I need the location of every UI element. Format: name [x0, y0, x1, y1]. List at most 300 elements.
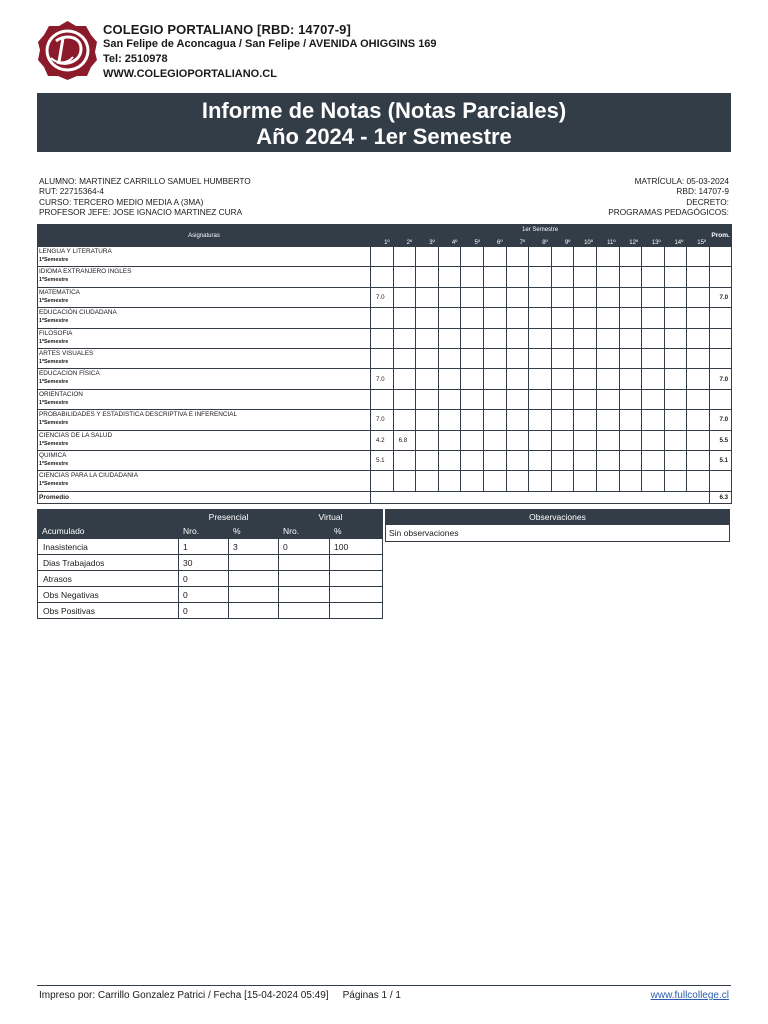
grade-cell: 6.8 — [393, 430, 416, 450]
semester-label: 1ºSemestre — [39, 420, 69, 427]
attendance-value — [229, 555, 279, 571]
student-name: ALUMNO: MARTINEZ CARRILLO SAMUEL HUMBERTO — [39, 176, 251, 186]
grade-cell — [574, 410, 597, 430]
grade-cell — [619, 348, 642, 368]
subject-average: 5.5 — [710, 430, 732, 450]
semester-label: 1ºSemestre — [39, 277, 69, 284]
grade-cell — [619, 369, 642, 389]
subject-cell — [38, 287, 371, 307]
subject-row — [38, 247, 732, 267]
subject-cell — [38, 471, 371, 491]
grade-cell — [574, 348, 597, 368]
grade-cell — [596, 348, 619, 368]
grade-column-header: 2º — [393, 236, 416, 247]
virtual-pct-header: % — [330, 524, 383, 539]
subject-cell — [38, 247, 371, 267]
grade-cell — [393, 450, 416, 470]
grade-cell — [664, 410, 687, 430]
grade-cell — [371, 267, 394, 287]
grade-cell — [619, 287, 642, 307]
grade-cell — [393, 308, 416, 328]
grade-cell — [642, 308, 665, 328]
grade-cell — [642, 348, 665, 368]
subject-row — [38, 348, 732, 368]
grade-cell — [529, 287, 552, 307]
grade-column-header: 6º — [483, 236, 506, 247]
grade-cell — [416, 267, 439, 287]
grade-cell — [642, 287, 665, 307]
grade-column-header: 12º — [619, 236, 642, 247]
subject-name: QUIMICA — [39, 451, 67, 459]
attendance-value — [330, 587, 383, 603]
subject-row — [38, 450, 732, 470]
decree: DECRETO: — [686, 196, 729, 207]
subject-row — [38, 471, 732, 491]
attendance-row — [38, 555, 383, 571]
page-count: Páginas 1 / 1 — [342, 990, 401, 1001]
subject-row — [38, 287, 732, 307]
grade-cell — [574, 471, 597, 491]
semester-label: 1ºSemestre — [39, 297, 69, 304]
grade-cell — [416, 430, 439, 450]
grade-cell — [642, 471, 665, 491]
attendance-row — [38, 539, 383, 555]
attendance-value — [279, 555, 330, 571]
grade-cell — [619, 471, 642, 491]
grade-cell — [551, 247, 574, 267]
grade-cell — [483, 410, 506, 430]
grade-cell — [438, 430, 461, 450]
grade-cell — [461, 471, 484, 491]
grade-column-header: 11º — [596, 236, 619, 247]
grade-cell — [664, 308, 687, 328]
grade-cell — [529, 430, 552, 450]
subject-average: 5.1 — [710, 450, 732, 470]
grade-cell — [483, 389, 506, 409]
subject-cell — [38, 369, 371, 389]
grade-cell — [596, 287, 619, 307]
subject-average — [710, 389, 732, 409]
grade-cell — [529, 267, 552, 287]
subject-name: FILOSOFIA — [39, 329, 73, 337]
presencial-header: Presencial — [179, 510, 279, 525]
attendance-label: Dias Trabajados — [38, 555, 179, 571]
attendance-row — [38, 571, 383, 587]
grade-column-header: 13º — [642, 236, 665, 247]
grade-cell: 7.0 — [371, 287, 394, 307]
subject-name: LENGUA Y LITERATURA — [39, 248, 112, 255]
grade-column-header: 7º — [506, 236, 529, 247]
grade-cell — [371, 247, 394, 267]
grade-cell — [461, 410, 484, 430]
grade-column-header: 4º — [438, 236, 461, 247]
subject-name: PROBABILIDADES Y ESTADISTICA DESCRIPTIVA E INFERENCIAL — [39, 411, 238, 419]
grade-cell — [483, 308, 506, 328]
semester-label: 1ºSemestre — [39, 399, 69, 406]
overall-average: 6.3 — [710, 491, 732, 503]
grade-cell — [596, 450, 619, 470]
grade-column-header: 8º — [529, 236, 552, 247]
school-phone: Tel: 2510978 — [103, 53, 168, 65]
head-teacher: PROFESOR JEFE: JOSE IGNACIO MARTINEZ CURA — [39, 206, 243, 217]
grade-cell — [438, 287, 461, 307]
grade-cell: 7.0 — [371, 410, 394, 430]
grade-cell — [619, 430, 642, 450]
grade-cell — [438, 247, 461, 267]
grade-cell — [664, 267, 687, 287]
attendance-value: 3 — [229, 539, 279, 555]
grade-cell — [461, 247, 484, 267]
grade-cell — [574, 450, 597, 470]
grade-cell — [483, 287, 506, 307]
grade-cell — [619, 267, 642, 287]
grade-cell — [551, 389, 574, 409]
grade-cell — [551, 430, 574, 450]
grade-cell — [529, 410, 552, 430]
attendance-value — [330, 571, 383, 587]
grade-cell — [438, 369, 461, 389]
subject-average — [710, 471, 732, 491]
student-info — [39, 176, 251, 217]
grade-column-header: 14º — [664, 236, 687, 247]
printed-by: Impreso por: Carrillo Gonzalez Patrici / Fecha [15-04-2024 05:49] — [39, 990, 329, 1001]
grade-cell — [642, 267, 665, 287]
grade-cell: 4.2 — [371, 430, 394, 450]
grade-cell — [574, 389, 597, 409]
grade-cell — [574, 267, 597, 287]
subject-row — [38, 369, 732, 389]
average-header: Prom. — [710, 225, 732, 247]
grade-cell — [371, 308, 394, 328]
grade-column-header: 1º — [371, 236, 394, 247]
attendance-label: Obs Negativas — [38, 587, 179, 603]
grade-cell — [574, 328, 597, 348]
subject-name: CIENCIAS DE LA SALUD — [39, 431, 113, 439]
grade-cell — [642, 389, 665, 409]
grade-cell — [687, 369, 710, 389]
virtual-nro-header: Nro. — [279, 524, 330, 539]
grade-cell — [687, 410, 710, 430]
grade-cell — [461, 369, 484, 389]
grade-cell — [574, 247, 597, 267]
grade-cell — [416, 389, 439, 409]
grade-cell — [506, 328, 529, 348]
subject-name: MATEMATICA — [39, 288, 80, 296]
grade-cell — [642, 410, 665, 430]
grade-cell — [393, 410, 416, 430]
subject-row — [38, 389, 732, 409]
grade-cell — [619, 247, 642, 267]
grade-cell — [483, 450, 506, 470]
semester-label: 1ºSemestre — [39, 338, 69, 345]
grade-cell — [438, 389, 461, 409]
grade-cell — [664, 471, 687, 491]
grade-cell — [529, 328, 552, 348]
student-rut: RUT: 22715364-4 — [39, 186, 105, 197]
grade-cell — [483, 247, 506, 267]
grade-cell — [551, 410, 574, 430]
semester-label: 1ºSemestre — [39, 379, 69, 386]
grade-cell — [687, 287, 710, 307]
subject-name: IDIOMA EXTRANJERO INGLES — [39, 268, 132, 276]
grade-cell — [438, 450, 461, 470]
grade-cell — [574, 308, 597, 328]
attendance-value: 30 — [179, 555, 229, 571]
attendance-value — [330, 603, 383, 619]
subject-cell — [38, 450, 371, 470]
grade-cell — [619, 308, 642, 328]
grade-cell — [393, 287, 416, 307]
average-spacer — [371, 491, 710, 503]
subject-row — [38, 410, 732, 430]
grade-cell — [393, 369, 416, 389]
grade-cell — [642, 247, 665, 267]
subject-cell — [38, 308, 371, 328]
grade-cell — [371, 348, 394, 368]
report-title-banner — [37, 93, 731, 152]
grade-cell — [416, 410, 439, 430]
attendance-row — [38, 587, 383, 603]
grade-cell — [642, 328, 665, 348]
grade-cell — [506, 389, 529, 409]
attendance-value: 0 — [179, 571, 229, 587]
grade-cell — [371, 328, 394, 348]
grade-cell — [551, 348, 574, 368]
grade-cell — [461, 430, 484, 450]
attendance-value — [229, 571, 279, 587]
attendance-value — [330, 555, 383, 571]
attendance-value — [279, 603, 330, 619]
grade-cell — [619, 450, 642, 470]
grade-cell — [529, 308, 552, 328]
subjects-header: Asignaturas — [38, 225, 371, 247]
semester-label: 1ºSemestre — [39, 460, 69, 467]
grade-cell — [574, 430, 597, 450]
grade-cell — [416, 369, 439, 389]
footer-info — [39, 990, 401, 1001]
subject-cell — [38, 430, 371, 450]
grade-cell — [416, 247, 439, 267]
grade-cell — [574, 369, 597, 389]
pedagogical-programs: PROGRAMAS PEDAGÓGICOS: — [608, 206, 729, 217]
attendance-value — [229, 603, 279, 619]
grade-cell — [506, 267, 529, 287]
grade-cell — [438, 471, 461, 491]
attendance-label: Atrasos — [38, 571, 179, 587]
grade-cell — [619, 389, 642, 409]
enrollment-date: MATRÍCULA: 05-03-2024 — [634, 176, 729, 186]
grade-cell — [551, 287, 574, 307]
grades-table — [37, 224, 732, 504]
grade-cell — [416, 287, 439, 307]
grade-cell — [483, 267, 506, 287]
grade-cell — [687, 450, 710, 470]
subject-row — [38, 267, 732, 287]
grade-cell — [551, 471, 574, 491]
grade-cell — [529, 247, 552, 267]
subject-average — [710, 348, 732, 368]
school-info — [103, 22, 437, 82]
grade-cell — [438, 410, 461, 430]
grade-cell — [438, 348, 461, 368]
grade-cell — [506, 430, 529, 450]
grade-cell — [529, 471, 552, 491]
accumulated-header: Acumulado — [38, 524, 179, 539]
grade-cell — [596, 247, 619, 267]
subject-cell — [38, 348, 371, 368]
student-course: CURSO: TERCERO MEDIO MEDIA A (3MA) — [39, 196, 204, 207]
attendance-value — [279, 571, 330, 587]
grade-cell — [393, 247, 416, 267]
attendance-row — [38, 603, 383, 619]
grade-cell — [506, 450, 529, 470]
grade-cell — [506, 308, 529, 328]
grade-cell: 5.1 — [371, 450, 394, 470]
attendance-label: Inasistencia — [38, 539, 179, 555]
observations-text: Sin observaciones — [386, 524, 730, 541]
semester-label: 1ºSemestre — [39, 440, 69, 447]
grade-cell — [438, 328, 461, 348]
grade-cell — [461, 287, 484, 307]
subject-row — [38, 430, 732, 450]
average-label: Promedio — [38, 491, 371, 503]
grade-cell — [416, 308, 439, 328]
subject-name: ARTES VISUALES — [39, 349, 94, 357]
grade-cell — [596, 308, 619, 328]
subject-average — [710, 328, 732, 348]
grade-cell — [642, 430, 665, 450]
grade-cell — [687, 328, 710, 348]
grade-cell — [461, 308, 484, 328]
rbd: RBD: 14707-9 — [676, 186, 729, 197]
website-link[interactable]: www.fullcollege.cl — [650, 990, 729, 1001]
grade-cell — [371, 471, 394, 491]
grade-cell — [393, 348, 416, 368]
grade-cell — [529, 348, 552, 368]
observations-table — [385, 509, 730, 542]
grade-cell — [529, 369, 552, 389]
grade-cell — [619, 410, 642, 430]
school-address: San Felipe de Aconcagua / San Felipe / AVENIDA OHIGGINS 169 — [103, 38, 437, 50]
grade-cell — [483, 348, 506, 368]
grade-cell — [664, 247, 687, 267]
grade-cell — [596, 369, 619, 389]
grade-column-header: 3º — [416, 236, 439, 247]
grade-cell — [416, 348, 439, 368]
grade-cell — [687, 471, 710, 491]
grade-cell — [461, 267, 484, 287]
attendance-value: 0 — [179, 603, 229, 619]
grade-column-header: 9º — [551, 236, 574, 247]
grade-cell — [483, 328, 506, 348]
subject-average: 7.0 — [710, 287, 732, 307]
grade-cell — [596, 430, 619, 450]
grade-cell — [551, 369, 574, 389]
grade-cell — [506, 410, 529, 430]
grade-cell — [506, 247, 529, 267]
grade-cell — [596, 410, 619, 430]
grade-column-header: 5º — [461, 236, 484, 247]
subject-average: 7.0 — [710, 410, 732, 430]
attendance-label: Obs Positivas — [38, 603, 179, 619]
grade-cell — [438, 267, 461, 287]
subject-name: ORIENTACION — [39, 390, 83, 398]
grade-cell — [461, 328, 484, 348]
grade-cell — [483, 430, 506, 450]
presencial-pct-header: % — [229, 524, 279, 539]
grade-cell — [393, 389, 416, 409]
grade-cell — [506, 348, 529, 368]
semester-label: 1ºSemestre — [39, 257, 69, 263]
grade-cell — [393, 471, 416, 491]
grade-cell — [664, 369, 687, 389]
grade-cell — [687, 267, 710, 287]
grade-cell: 7.0 — [371, 369, 394, 389]
grade-cell — [551, 308, 574, 328]
subject-cell — [38, 389, 371, 409]
grade-cell — [483, 471, 506, 491]
grade-cell — [596, 471, 619, 491]
report-subtitle: Año 2024 - 1er Semestre — [256, 124, 512, 149]
grade-cell — [687, 247, 710, 267]
grade-cell — [416, 450, 439, 470]
grade-cell — [506, 287, 529, 307]
grade-cell — [687, 389, 710, 409]
grade-cell — [461, 389, 484, 409]
attendance-value: 0 — [179, 587, 229, 603]
subject-name: CIENCIAS PARA LA CIUDADANIA — [39, 472, 138, 480]
school-website: WWW.COLEGIOPORTALIANO.CL — [103, 68, 277, 80]
grade-cell — [596, 267, 619, 287]
grade-cell — [438, 308, 461, 328]
semester-label: 1ºSemestre — [39, 358, 69, 365]
grade-cell — [461, 348, 484, 368]
grade-cell — [529, 389, 552, 409]
grade-cell — [393, 267, 416, 287]
grade-cell — [596, 389, 619, 409]
grade-cell — [574, 287, 597, 307]
grade-cell — [664, 287, 687, 307]
grade-cell — [664, 430, 687, 450]
grade-cell — [664, 389, 687, 409]
grade-column-header: 15º — [687, 236, 710, 247]
grade-cell — [664, 328, 687, 348]
grade-cell — [529, 450, 552, 470]
grade-cell — [416, 471, 439, 491]
grade-cell — [687, 430, 710, 450]
grade-cell — [551, 450, 574, 470]
attendance-value: 0 — [279, 539, 330, 555]
grade-cell — [551, 267, 574, 287]
subject-average — [710, 247, 732, 267]
attendance-value: 1 — [179, 539, 229, 555]
subject-row — [38, 328, 732, 348]
subject-average — [710, 308, 732, 328]
virtual-header: Virtual — [279, 510, 383, 525]
grade-cell — [642, 369, 665, 389]
grade-cell — [393, 328, 416, 348]
subject-cell — [38, 267, 371, 287]
semester-label: 1ºSemestre — [39, 481, 69, 488]
grade-cell — [371, 389, 394, 409]
grade-cell — [506, 369, 529, 389]
report-title: Informe de Notas (Notas Parciales) — [201, 98, 567, 123]
attendance-table — [37, 509, 383, 619]
subject-cell — [38, 410, 371, 430]
observations-header: Observaciones — [386, 510, 730, 525]
subject-name: EDUCACION FÍSICA — [39, 370, 100, 378]
grade-cell — [687, 308, 710, 328]
